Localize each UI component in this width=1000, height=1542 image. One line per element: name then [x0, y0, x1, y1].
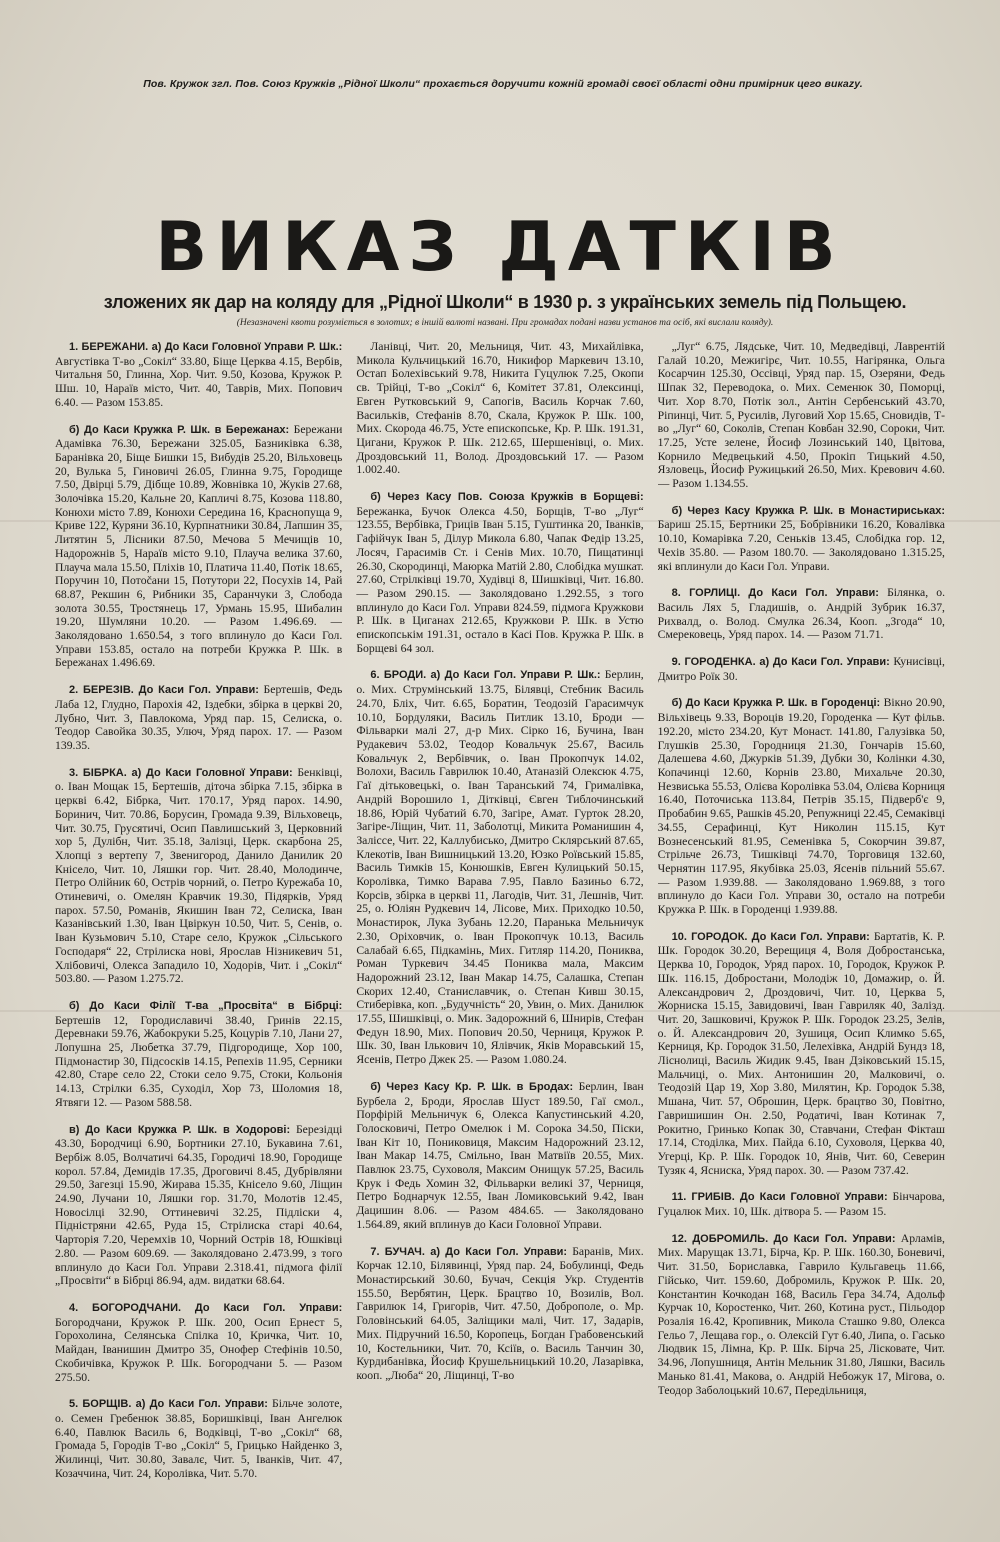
section-paragraph: [658, 696, 945, 916]
section-heading: б) Через Касу Кр. Р. Шк. в Бродах:: [370, 1080, 574, 1093]
section-text: Берлин, Іван Бурбела 2, Броди, Ярослав Шуст 189.50, Гаї смол., Порфірій Мельничук 6, Олекса Капустинський 4.20, Голосковичі, Петро Омелюк і М. Сорока 34.50, Піски, Іван Кіт 10, Пониковиця, Максим Надорожний 23.12, Іван Макар 14.75, Смільно, Іван Матвіїв 20.55, Мих. Павлюк 23.75, Суховоля, Максим Онищук 57.25, Василь Крук і Федь Хомин 32, Фільварки великі 37, Черниця, Петро Боднарчук 12.55, Іван Ломиковський 9.42, Іван Дацишин 8.06. — Разом 484.65. — Заколядовано 1.564.89, який вплинув до Каси Головної Управи.: [356, 1079, 644, 1231]
section-text: Бартатів, К. Р. Шк. Городок 30.20, Верещиця 4, Воля Добростанська, Церква 10, Городок, Уряд парох. 10, Городок, Кружок Р. Шк. 116.15, Добростани, Молодіж 10, Домажир, о. Й. Александрович 2, Дроздовичі, Чит. 10, Церква 5, Жорниска 15.15, Завидовичі, Іван Гавриляк 40, Залізд. Чит. 20, Зашковичі, Кружок Р. Шк. Городок 23.25, Зелів, о. Й. Александрович 20, Зушиця, Осип Климко 5.65, Керниця, Кр. Городок 31.50, Лелехівка, Андрій Бундз 18, Ліснолиці, Василь Жидик 9.45, Іван Дзіковський 15.15, Мальчиці, о. Мих. Антонишин 20, Малковичі, о. Теодозій Цар 19, Хор 3.80, Милятин, Кр. Городок 5.38, Мшана, Чит. 57, Оброшин, Церк. брацтво 30, Повітно, Гавришишин Он. 2.50, Родатичі, Іван Котинак 7, Рокитно, Гринько Копак 30, Ставчани, Стефан Фікташ 17.14, Стоділка, Мих. Пайда 6.10, Суховоля, Церква 40, Угерці, Кр. Р. Шк. Городок 10, Янів, Чит. 60, Северин Тузяк 4, Ясниска, Уряд парох. 30. — Разом 737.42.: [657, 929, 945, 1177]
section-paragraph: [55, 340, 342, 410]
section-paragraph: [55, 1301, 342, 1384]
section-paragraph: [55, 766, 342, 986]
donation-section: [55, 1301, 342, 1384]
donation-section: [356, 490, 643, 655]
donation-section: [55, 999, 342, 1110]
section-text: Білянка, о. Василь Лях 5, Гладишів, о. Андрій Зубрик 16.37, Рихвалд, о. Волод. Смулка 26.34, Кооп. „Згода“ 10, Смерековець, Уряд парох. 14. — Разом 71.71.: [657, 586, 945, 642]
donation-section: [658, 504, 945, 574]
donation-section: [658, 696, 945, 916]
column-3: [658, 340, 945, 1500]
donation-section: [55, 423, 342, 671]
section-heading: 8. ГОРЛИЦІ. До Каси Гол. Управи:: [671, 587, 879, 600]
section-heading: б) Через Касу Кружка Р. Шк. в Монастириськах:: [671, 504, 945, 517]
donation-section: [55, 340, 342, 410]
donation-section: [356, 340, 643, 477]
section-paragraph: [55, 683, 342, 753]
section-paragraph: [658, 1190, 945, 1218]
section-paragraph: [55, 1397, 342, 1480]
section-paragraph: [356, 1080, 643, 1232]
section-paragraph: [55, 1123, 342, 1288]
appeal-line: Пов. Кружок згл. Пов. Союз Кружків „Рідної Школи“ прохається доручити кожній громаді своєї області одни примірник цего викazу.: [143, 78, 863, 90]
donation-section: [658, 1190, 945, 1218]
section-text: Бертешів 12, Городиславичі 38.40, Гринів 22.15, Деревнаки 59.76, Жабокруки 5.25, Коцурів 7.10, Лани 27, Лопушна 25, Любетка 37.79, Підгородище, Хор 100, Підмонастир 30, Підсосків 14.15, Репехів 11.95, Серники 42.80, Старе село 22, Стоки село 9.75, Стоки, Кольонія 14.13, Стрілки 6.35, Суходіл, Хор 73, Шоломия 18, Ятвяги 12. — Разом 588.58.: [55, 1013, 343, 1109]
section-paragraph: [55, 999, 342, 1110]
page-title: ВИКАЗ ДАТКІВ: [155, 208, 845, 287]
section-paragraph: [55, 423, 342, 671]
section-text: Берлин, о. Мих. Струмінський 13.75, Білявці, Стебник Василь 24.70, Бліх, Чит. 6.65, Боратин, Теодозій Гарасимчук 10.10, Бордуляки, Василь Питлик 13.10, Броди — Фільварки малі 27, д-р Мих. Сірко 16, Бучина, Іван Рудакевич 53.02, Теодор Ковальчук 25.67, Василь Ковальчук 2, Вербівчик, о. Іван Прокопчук 14.02, Волохи, Василь Гаврилюк 10.40, Атаназій Олексюк 4.75, Гаї дітьковецькі, о. Іван Таранський 74, Грималівка, Андрій Ворошило 1, Дітківці, Євген Тиблочинський 18.86, Юрій Чубатий 6.70, Загіре, Амат. Гурток 28.20, Загіре-Ліщин, Чит. 11, Заболотці, Микита Романишин 4, Заліссе, Чит. 22, Каллубисько, Дмитро Склярський 87.65, Клекотів, Іван Вишницький 13.20, Юзко Роївський 15.85, Василь Тимків 15, Конюшків, Евген Кулицький 50.15, Королівка, Тимко Варава 7.95, Павло Базиньо 6.72, Корсів, збірка в церкві 11, Лагодів, Чит. 31, Лешнів, Чит. 25, о. Юліян Рудкевич 14, Лісове, Мих. Приходко 10.50, Монастирок, Лука Зубань 12.20, Паранька Мельничук 2.30, Оріховчик, о. Іван Прокопчук 10.13, Василь Салабай 6.65, Підкамінь, Мих. Гитляр 114.20, Пониква, Роман Туркевич 34.45 Пониква мала, Максим Надорожний 23.12, Іван Макар 14.75, Салашка, Степан Скорих 12.40, Станиславчик, о. Степан Кивш 30.15, Стиберівка, коп. „Будучність“ 20, Увин, о. Мих. Данилюк 17.55, Шишківці, о. Мик. Задорожний 6, Шнирів, Стефан Федун 18.90, Мих. Попович 20.50, Черниця, Кружок Р. Шк. 30, Іван Ількович 10, Ялівчик, Яків Моравський 15, Ясенів, Петро Джек 25. — Разом 1.080.24.: [356, 668, 644, 1067]
donation-section: [356, 1080, 643, 1232]
text-columns: [55, 340, 945, 1500]
section-heading: 12. ДОБРОМИЛЬ. До Каси Гол. Управи:: [671, 1232, 896, 1245]
section-heading: 11. ГРИБІВ. До Каси Головної Управи:: [671, 1191, 888, 1204]
donation-section: [55, 1123, 342, 1288]
section-paragraph: [356, 1245, 643, 1383]
section-paragraph: [658, 655, 945, 683]
section-heading: б) До Каси Філії Т-ва „Просвіта“ в Бібрці:: [69, 999, 343, 1012]
section-paragraph: [356, 490, 643, 655]
section-heading: 6. БРОДИ. а) До Каси Гол. Управи Р. Шк.:: [370, 669, 601, 682]
section-paragraph: [356, 668, 643, 1066]
donation-section: [658, 655, 945, 683]
section-text: Кунисівці, Дмитро Роїк 30.: [657, 655, 945, 683]
section-text: Бережани Адамівка 76.30, Бережани 325.05, Базниківка 6.38, Баранівка 20, Біще Бишки 15, Вибудів 25.20, Вільховець 20, Вулька 5, Гиновичі 26.05, Глинна 9.75, Городище 7.50, Двірці 5.79, Дібще 10.89, Жовнівка 10, Жуків 27.68, Золочівка 15.20, Кальне 20, Капличі 8.75, Козова 118.80, Конюхи місто 7.89, Конюхи Середина 16, Краснопуща 9, Криве 122, Куряни 36.10, Курпнатники 30.84, Лапшин 35, Литятин 5, Лісники 87.50, Мечова 5 Мечищів 10, Надорожнів 5, Нараїв місто 9.10, Плауча велика 37.60, Плауча мала 15.50, Пліхів 10, Платича 11.40, Потік 18.65, Поручин 10, Потočани 15, Потутори 22, Посухів 14, Рай 68.87, Рекшин 6, Рибники 35, Саранчуки 3, Слобода золота 30.55, Тростянець 17, Урмань 15.95, Шибалин 19.20, Шумляни 10.20. — Разом 1.496.69. — Заколядовано 1.650.54, з того вплинуло до Каси Гол. Управи 153.85, остало на потреби Кружка Р. Шк. в Бережанах 1.496.69.: [55, 422, 343, 670]
section-text: Бінчарова, Гуцалюк Мих. 10, Шк. дітвора 5. — Разом 15.: [657, 1190, 945, 1219]
column-1: [55, 340, 342, 1500]
donation-section: [55, 1397, 342, 1480]
section-heading: 4. БОГОРОДЧАНИ. До Каси Гол. Управи:: [69, 1302, 343, 1314]
section-heading: 1. БЕРЕЖАНИ. а) До Каси Головної Управи Р. Шк.:: [69, 341, 343, 353]
currency-note: (Незазначені квоти розуміється в золотих; в іншій валюті названі. При громадах подані назви установ та осіб, які вислали коляду).: [236, 318, 774, 328]
section-heading: в) До Каси Кружка Р. Шк. в Ходорові:: [69, 1123, 291, 1136]
section-paragraph: [658, 340, 945, 491]
section-paragraph: [658, 504, 945, 574]
donation-section: [356, 1245, 643, 1383]
section-paragraph: [658, 586, 945, 642]
section-text: „Луг“ 6.75, Лядське, Чит. 10, Медведівці, Лаврентій Галай 10.20, Межигірє, Чит. 10.55, Нагірянка, Ольга Косарчин 125.30, Оссівці, Уряд пар. 15, Озеряни, Федь Шпак 32, Переводока, о. Мих. Семенюк 30, Поморці, Чит. Хор 8.70, Потік зол., Антін Сербенський 43.70, Ріпинці, Чит. 5, Русилів, Луговий Хор 15.65, Сновидів, Т-во „Луг“ 60, Соколів, Степан Ковбан 32.90, Сороки, Чит. 17.25, Усте зелене, Йосиф Лозинський 140, Цвітова, Корнило Медвецький 4.50, Прокіп Тицький 4.50, Язловець, Йосиф Ружицький 26.50, Мих. Кревович 4.60. — Разом 1.134.55.: [657, 340, 945, 491]
section-text: Баранів, Мих. Корчак 12.10, Білявинці, Уряд пар. 24, Бобулинці, Федь Монастирський 30.60, Бучач, Секція Укр. Студентів 155.50, Вербятин, Церк. Брацтво 10, Возилів, Вол. Гаврилюк 14, Григорів, Чит. 47.50, Доброполе, о. Мр. Головінський 64.05, Заліщики малі, Чит. 17, Задарів, Мих. Підручний 16.50, Коропець, Богдан Грабовенський 10, Костельники, Чит. 70, Ксіїв, о. Василь Танчин 30, Курдибанівка, Йосиф Крушельницький 10.20, Лазарівка, кооп. „Люба“ 20, Ліщинці, Т-во: [356, 1244, 644, 1382]
column-2: [356, 340, 643, 1500]
donation-section: [356, 668, 643, 1066]
section-text: Більче золоте, о. Семен Гребенюк 38.85, Боришківці, Іван Ангелюк 6.40, Павлюк Василь 6, Водківці, Т-во „Сокіл“ 68, Громада 5, Городів Т-во „Сокіл“ 5, Грицько Найденко 3, Жилинці, Чит. 30.80, Завалє, Чит. 5, Іванків, Чит. 47, Козаччина, Чит. 24, Королівка, Чит. 5.70.: [55, 1397, 343, 1480]
section-text: Вікно 20.90, Вільхівець 9.33, Вороців 19.20, Городенка — Кут фільв. 192.20, місто 234.20, Кут Монаст. 141.80, Галузівка 50, Глушків 25.30, Городниця 21.30, Гончарів 15.60, Далешева 4.60, Джурків 51.39, Дубки 30, Колінки 4.30, Копачинці 12.60, Корнів 23.80, Михальче 20.30, Незвиська 55.53, Олієва Королівка 53.04, Олієва Корниця 16.40, Поточиська 113.84, Петрів 35.15, Підверб'є 9, Пробабин 9.65, Рашків 45.20, Репужниці 22.45, Семаківці 34.55, Серафинці, Кут Николин 115.15, Кут Вознесенський 81.95, Семенівка 5, Сокорчин 39.87, Стрільче 26.73, Тишківці 74.70, Торговиця 132.60, Чернятин 117.95, Якубівка 25.03, Ясенів пільний 55.67. — Разом 1.939.88. — Заколядовано 1.969.88, з того вплинуло до Каси Гол. Управи 30, остало на потреби Кружка Р. Шк. в Городенці 1.939.88.: [657, 696, 945, 917]
donation-section: [658, 1232, 945, 1397]
section-heading: б) До Каси Кружка Р. Шк. в Бережанах:: [69, 423, 290, 436]
section-text: Августівка Т-во „Сокіл“ 33.80, Біще Церква 4.15, Вербів, Читальня 50, Глинна, Хор. Чит. 9.50, Козова, Кружок Р. Шш. 10, Нараїв місто, Чит. 40, Таврів, Мих. Попович 6.40. — Разом 153.85.: [55, 354, 343, 409]
section-text: Бариш 25.15, Бертники 25, Бобрівники 16.20, Ковалівка 10.10, Комарівка 7.20, Сеньків 13.45, Слобідка гор. 12, Чехів 35.80. — Разом 180.70. — Заколядовано 1.315.25, які вплинули до Каси Гол. Управи.: [657, 518, 945, 573]
section-paragraph: [658, 930, 945, 1178]
section-text: Ланівці, Чит. 20, Мельниця, Чит. 43, Михайлівка, Микола Кульчицький 16.70, Никифор Маркевич 13.10, Остап Болехівський 9.78, Никита Гуцулюк 7.25, Окопи св. Трійці, Т-во „Сокіл“ 6, Комітет 37.81, Олексинці, Евген Рутковський 9, Сапогів, Василь Корчак 7.60, Васильків, Стефанів 8.70, Скала, Кружок Р. Шк. 100, Мих. Скорода 46.75, Усте епископське, Кр. Р. Шк. 191.31, Цигани, Кружок Р. Шк. 212.65, Шершенівці, о. Мих. Дроздовський 11, Волод. Дроздовський 17. — Разом 1.002.40.: [356, 340, 644, 477]
donation-section: [55, 683, 342, 753]
section-text: Березідці 43.30, Бородчиці 6.90, Бортники 27.10, Букавина 7.61, Вербіж 8.05, Волчатичі 64.35, Городичі 18.90, Городище корол. 57.84, Демидів 17.35, Дроговичі 8.45, Дубрівляни 29.50, Загезці 15.90, Жирава 15.35, Кнісело 9.60, Ліщин 24.90, Лучани 10, Ляшки гор. 31.70, Молотів 12.45, Новосілці 32.90, Оттиневичі 32.25, Підліски 4, Підністряни 42.65, Руда 15, Стрілиска старі 40.64, Чарторія 7.20, Черемхів 10, Чорний Острів 18, Юшківці 2.80. — Разом 609.69. — Заколядовано 2.473.99, з того вплинуло до Каси Гол. Управи 2.318.41, підмога філії „Просвіти“ в Бібрці 86.94, адм. видатки 68.64.: [55, 1122, 343, 1288]
section-heading: б) До Каси Кружка Р. Шк. в Городенці:: [671, 697, 881, 710]
section-text: Бенківці, о. Іван Мощак 15, Бертешів, діточа збірка 7.15, збірка в церкві 6.42, Бібрка, Чит. 170.17, Уряд парох. 14.90, Боринич, Чит. 70.86, Борусин, Громада 9.39, Вільховець, Чит. 30.75, Грусятичі, Осип Павлишський 3, Церковний хор 5, Дулібн, Чит. 35.18, Залізці, Церк. скарбона 25, Хлопці з вертепу 7, Звенигород, Данило Данилик 20 Кнісело, Чит. 10, Ляшки гор. Чит. 28.40, Молодинче, Петро Олійник 60, Острів чорний, о. Петро Курежаба 10, Отиневичі, о. Омелян Кравчик 19.30, Підярків, Уряд парох. 57.50, Романів, Якишин Іван 72, Селиска, Іван Казанівський 1.30, Іван Цвіркун 10.50, Чит. 5, Сенів, о. Іван Кузьмович 5.10, Старе село, Кружок „Сільського Господаря“ 22, Стрілиска нові, Ярослав Нізникевич 51, Хлібовичі, Олекса Западило 10, Ходорів, Чит. і „Сокіл“ 503.80. — Разом 1.275.72.: [55, 765, 343, 986]
section-paragraph: [658, 1232, 945, 1397]
section-heading: 7. БУЧАЧ. а) До Каси Гол. Управи:: [370, 1245, 568, 1258]
donation-section: [658, 586, 945, 642]
section-text: Богородчани, Кружок Р. Шк. 200, Осип Ернест 5, Горохолина, Селянська Спілка 10, Кричка, Чит. 10, Майдан, Іванишин Дмитро 35, Онофер Стефінів 10.50, Скобичівка, Кружок Р. Шк. Богородчани 5. — Разом 275.50.: [55, 1315, 343, 1384]
donation-section: [55, 766, 342, 986]
section-paragraph: [356, 340, 643, 477]
donation-section: [658, 340, 945, 491]
section-heading: б) Через Касу Пов. Союза Кружків в Борщеві:: [370, 491, 644, 504]
section-text: Бережанка, Бучок Олекса 4.50, Борщів, Т-во „Луг“ 123.55, Вербівка, Гриців Іван 5.15, Гуштинка 20, Іванків, Гафійчук Іван 5, Ділур Микола 6.80, Чапак Федір 13.25, Лосяч, Гарасимів Ст. і Сенів Мих. 10.70, Пищатинці 26.30, Скородинці, Маюрка Матій 2.80, Слобідка мушкат. 27.60, Стрілківці 19.70, Худівці 8, Шишківці, Чит. 16.80. — Разом 290.15. — Заколядовано 1.292.55, з того вплинуло до Каси Гол. Управи 824.59, підмога Кружкови Р. Шк. в Циганах 212.65, Кружкови Р. Шк. в Устю епископськім 191.31, остало в Касі Пов. Кружка Р. Шк. в Борщеві 64 зол.: [356, 504, 644, 655]
page-subtitle: зложених як дар на коляду для „Рідної Школи“ в 1930 р. з українських земель під Польщею.: [103, 292, 907, 312]
section-heading: 9. ГОРОДЕНКА. а) До Каси Гол. Управи:: [671, 656, 890, 669]
section-heading: 5. БОРЩІВ. а) До Каси Гол. Управи:: [69, 1398, 268, 1411]
donation-section: [658, 930, 945, 1178]
section-heading: 2. БЕРЕЗІВ. До Каси Гол. Управи:: [69, 684, 259, 697]
section-heading: 10. ГОРОДОК. До Каси Гол. Управи:: [671, 930, 870, 943]
section-text: Арламів, Мих. Марущак 13.71, Бірча, Кр. Р. Шк. 160.30, Боневичі, Чит. 31.50, Бориславка, Гаврило Кульгавець 11.66, Гійсько, Чит. 159.60, Добромиль, Кружок Р. Шк. 20, Константин Кочкодан 168, Василь Гера 34.74, Адольф Курчак 10, Коростенко, Чит. 260, Котина руст., Пільодор Розалія 16.42, Кропивник, Микола Сташко 9.80, Олекса Гельо 7, Лещава гор., о. Олексій Гут 6.40, Липа, о. Гасько Людвик 15, Лімна, Кр. Р. Шк. Бірча 25, Лісковате, Чит. 34.96, Лопушниця, Антін Мельник 31.80, Ляшки, Василь Манько 81.41, Макова, о. Андрій Небожук 17, Мігова, о. Теодор Заболоцький 10.67, Передільниця,: [657, 1231, 945, 1397]
section-text: Бертешів, Федь Лаба 12, Глудно, Парохія 42, Іздебки, збірка в церкві 20, Лубно, Чит. 3, Павлокома, Уряд пар. 15, Селиска, о. Теодор Савойка 30.35, Улюч, Уряд парох. 17. — Разом 139.35.: [55, 683, 343, 752]
section-heading: 3. БІБРКА. а) До Каси Головної Управи:: [69, 766, 293, 779]
